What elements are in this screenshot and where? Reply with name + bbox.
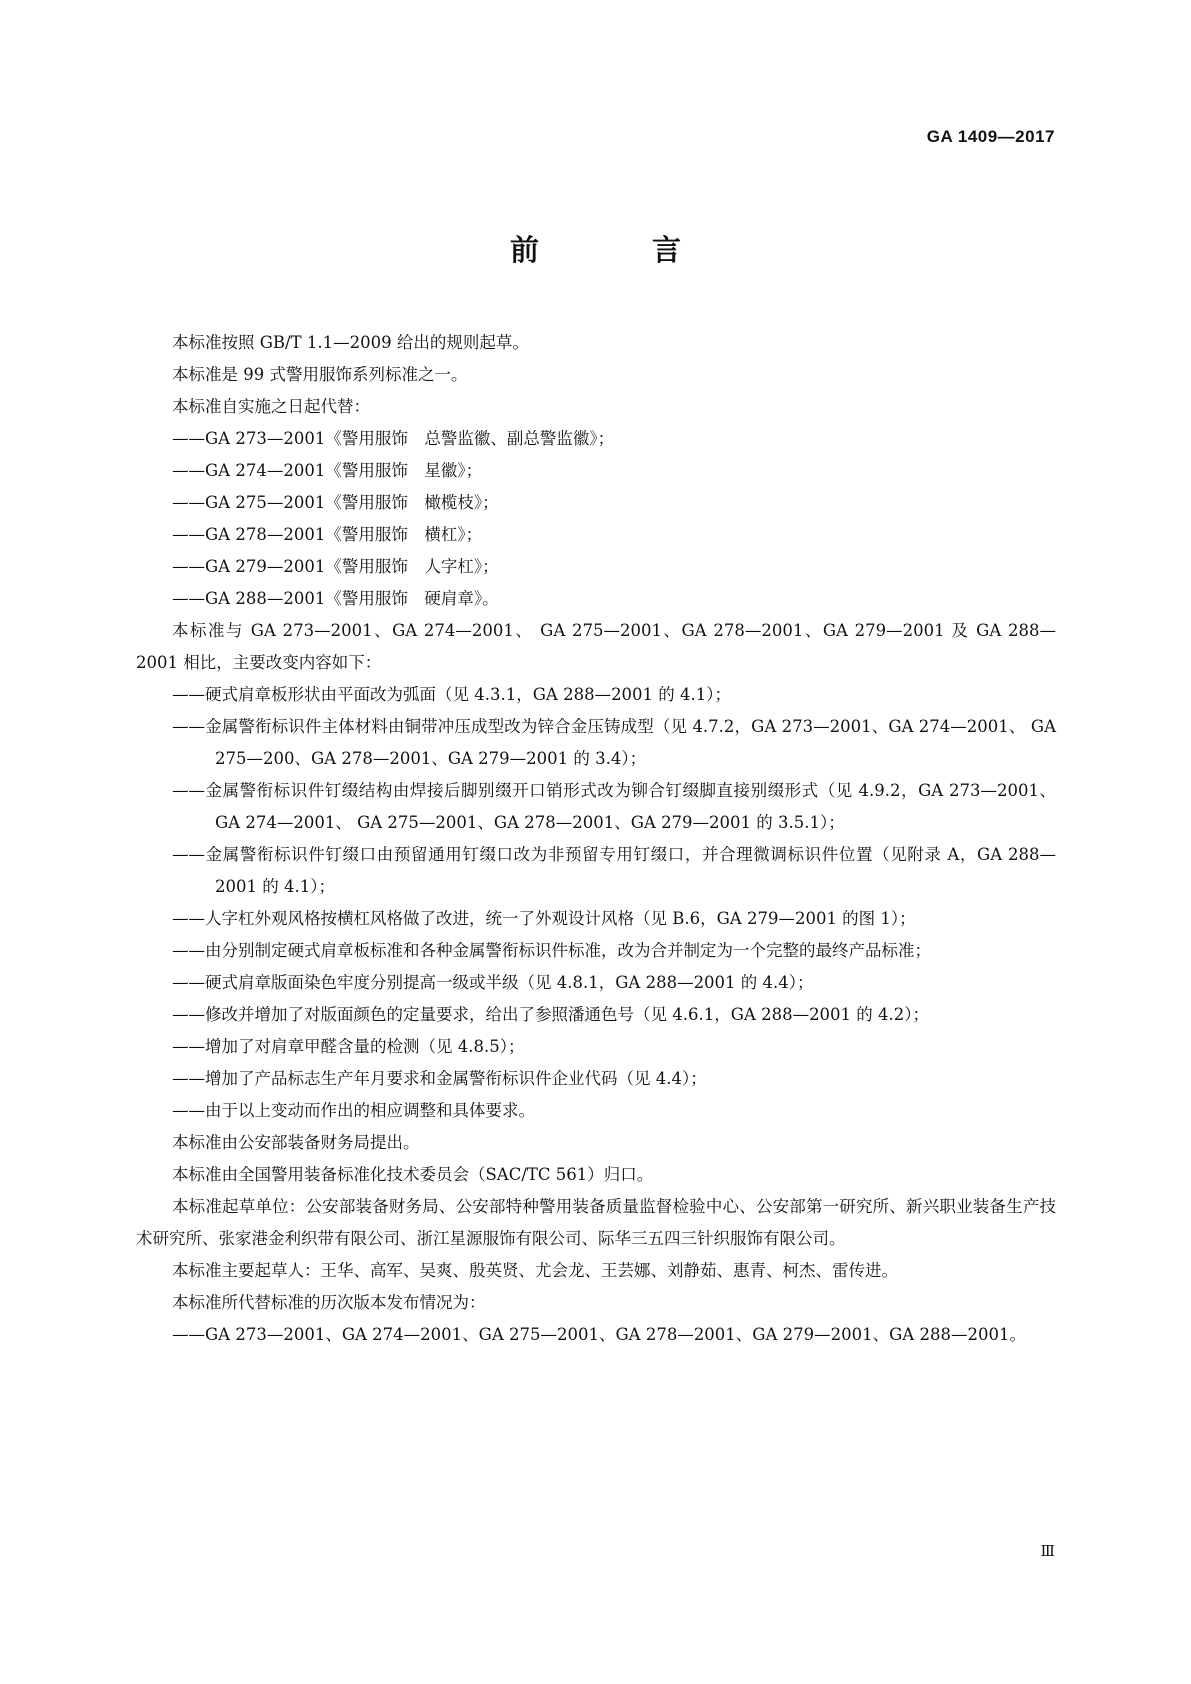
paragraph: 本标准是 99 式警用服饰系列标准之一。 (172, 365, 468, 384)
dash-list-item: ——修改并增加了对版面颜色的定量要求，给出了参照潘通色号（见 4.6.1，GA 288—2001 的 4.2）； (172, 1005, 930, 1024)
dash-list-item: ——GA 275—2001《警用服饰 橄榄枝》； (172, 493, 499, 512)
dash-list-item: ——增加了对肩章甲醛含量的检测（见 4.8.5）； (172, 1037, 525, 1056)
page-number: Ⅲ (1040, 1542, 1055, 1560)
dash-list-item: ——GA 274—2001《警用服饰 星徽》； (172, 461, 483, 480)
dash-list-item: ——金属警衔标识件主体材料由铜带冲压成型改为锌合金压铸成型（见 4.7.2，GA 273—2001、GA 274—2001、 GA 275—200、GA 278—2001、GA 279—2001 的 3.4）； (172, 717, 1056, 768)
dash-list-item: ——人字杠外观风格按横杠风格做了改进，统一了外观设计风格（见 B.6，GA 279—2001 的图 1）； (172, 909, 916, 928)
paragraph: 本标准自实施之日起代替： (172, 397, 370, 416)
paragraph: 本标准主要起草人：王华、高军、吴爽、殷英贤、尤会龙、王芸娜、刘静茹、惠青、柯杰、雷传进。 (172, 1261, 898, 1280)
dash-list-item: ——由分别制定硬式肩章板标准和各种金属警衔标识件标准，改为合并制定为一个完整的最终产品标准； (172, 941, 931, 960)
dash-list-item: ——金属警衔标识件钉缀结构由焊接后脚别缀开口销形式改为铆合钉缀脚直接别缀形式（见 4.9.2，GA 273—2001、GA 274—2001、 GA 275—2001、GA 278—2001、GA 279—2001 的 3.5.1）； (172, 781, 1056, 832)
foreword-body (136, 327, 1056, 1351)
paragraph: 本标准起草单位：公安部装备财务局、公安部特种警用装备质量监督检验中心、公安部第一研究所、新兴职业装备生产技术研究所、张家港金利织带有限公司、浙江星源服饰有限公司、际华三五四三针织服饰有限公司。 (136, 1197, 1056, 1248)
paragraph: 本标准与 GA 273—2001、GA 274—2001、 GA 275—2001、GA 278—2001、GA 279—2001 及 GA 288—2001 相比，主要改变内容如下： (136, 621, 1056, 672)
paragraph: 本标准所代替标准的历次版本发布情况为： (172, 1293, 486, 1312)
dash-list-item: ——增加了产品标志生产年月要求和金属警衔标识件企业代码（见 4.4）； (172, 1069, 707, 1088)
document-code: GA 1409—2017 (926, 127, 1055, 146)
dash-list-item: ——GA 278—2001《警用服饰 横杠》； (172, 525, 483, 544)
paragraph: 本标准由全国警用装备标准化技术委员会（SAC/TC 561）归口。 (172, 1165, 654, 1184)
paragraph: 本标准由公安部装备财务局提出。 (172, 1133, 420, 1152)
dash-list-item: ——硬式肩章版面染色牢度分别提高一级或半级（见 4.8.1，GA 288—2001 的 4.4）； (172, 973, 814, 992)
dash-list-item: ——GA 273—2001《警用服饰 总警监徽、副总警监徽》； (172, 429, 615, 448)
dash-list-item: ——硬式肩章板形状由平面改为弧面（见 4.3.1，GA 288—2001 的 4.1）； (172, 685, 732, 704)
page-title: 前 言 (509, 233, 723, 267)
paragraph: 本标准按照 GB/T 1.1—2009 给出的规则起草。 (172, 333, 529, 352)
dash-list-item: ——GA 273—2001、GA 274—2001、GA 275—2001、GA 278—2001、GA 279—2001、GA 288—2001。 (172, 1325, 1026, 1344)
dash-list-item: ——金属警衔标识件钉缀口由预留通用钉缀口改为非预留专用钉缀口，并合理微调标识件位置（见附录 A，GA 288—2001 的 4.1）； (172, 845, 1056, 896)
dash-list-item: ——由于以上变动而作出的相应调整和具体要求。 (172, 1101, 535, 1120)
dash-list-item: ——GA 288—2001《警用服饰 硬肩章》。 (172, 589, 499, 608)
dash-list-item: ——GA 279—2001《警用服饰 人字杠》； (172, 557, 499, 576)
